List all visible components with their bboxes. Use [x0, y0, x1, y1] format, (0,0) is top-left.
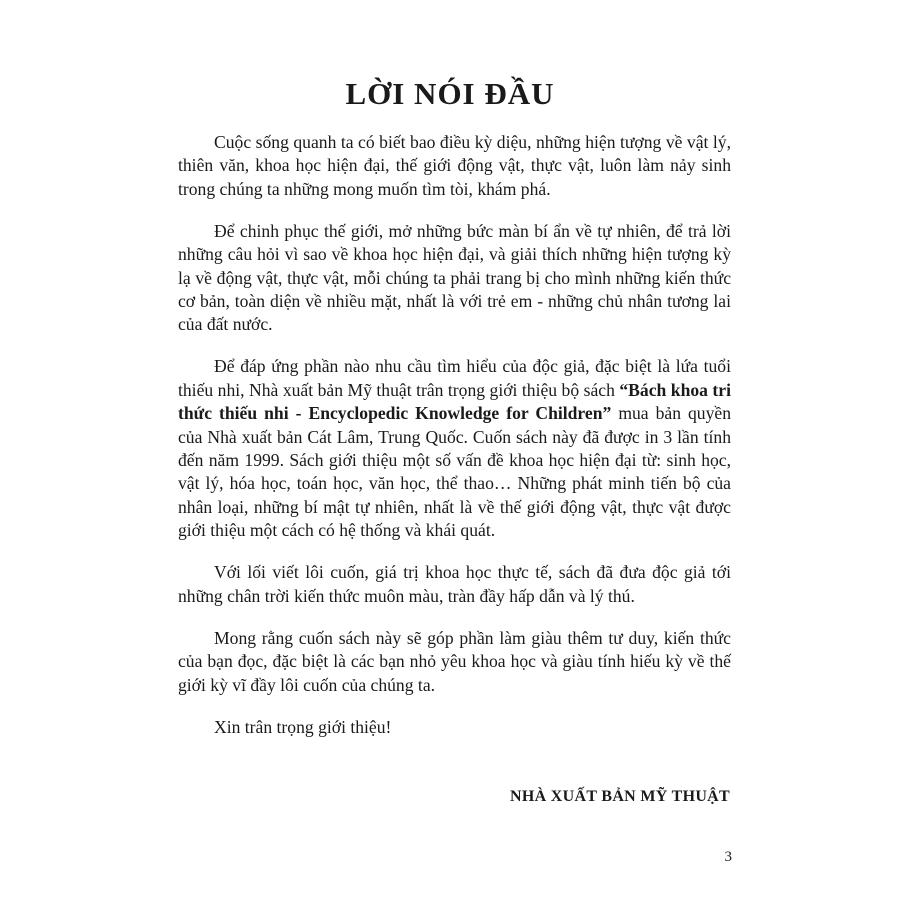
paragraph-3 — [178, 355, 731, 542]
book-title-bold: “Bách khoa tri thức thiếu nhi - Encyclopedic Knowledge for Children” — [178, 379, 731, 424]
paragraph-5: Mong rằng cuốn sách này sẽ góp phần làm giàu thêm tư duy, kiến thức của bạn đọc, đặc biệt là các bạn nhỏ yêu khoa học và giàu tính hiếu kỳ về thế giới kỳ vĩ đầy lôi cuốn của chúng ta. — [178, 627, 731, 695]
paragraph-2: Để chinh phục thế giới, mở những bức màn bí ẩn về tự nhiên, để trả lời những câu hỏi vì sao về khoa học hiện đại, và giải thích những hiện tượng kỳ lạ về động vật, thực vật, mỗi chúng ta phải trang bị cho mình những kiến thức cơ bản, toàn diện về nhiều mặt, nhất là với trẻ em - những chủ nhân tương lai của đất nước. — [178, 220, 731, 335]
closing-line: Xin trân trọng giới thiệu! — [214, 716, 392, 737]
publisher-signature: NHÀ XUẤT BẢN MỸ THUẬT — [510, 788, 730, 805]
page-number: 3 — [724, 849, 732, 865]
paragraph-3-rest: mua bản quyền của Nhà xuất bản Cát Lâm, Trung Quốc. Cuốn sách này đã được in 3 lần tính đến năm 1999. Sách giới thiệu một số vấn đề khoa học hiện đại từ: sinh học, vật lý, hóa học, toán học, văn học, thể thao… Những phát minh tiến bộ của nhân loại, những bí mật tự nhiên, nhất là về thế giới động vật, thực vật được giới thiệu một cách có hệ thống và khái quát. — [178, 403, 732, 541]
page-title: LỜI NÓI ĐẦU — [345, 76, 555, 111]
paragraph-1: Cuộc sống quanh ta có biết bao điều kỳ diệu, những hiện tượng về vật lý, thiên văn, khoa học hiện đại, thế giới động vật, thực vật, luôn làm nảy sinh trong chúng ta những mong muốn tìm tòi, khám phá. — [178, 132, 731, 199]
preface-body — [178, 131, 731, 739]
paragraph-3-intro: Để đáp ứng phần nào nhu cầu tìm hiểu của độc giả, đặc biệt là lứa tuổi thiếu nhi, Nhà xuất bản Mỹ thuật trân trọng giới thiệu bộ sách — [178, 356, 731, 400]
paragraph-4: Với lối viết lôi cuốn, giá trị khoa học thực tế, sách đã đưa độc giả tới những chân trời kiến thức muôn màu, tràn đầy hấp dẫn và lý thú. — [178, 562, 731, 606]
